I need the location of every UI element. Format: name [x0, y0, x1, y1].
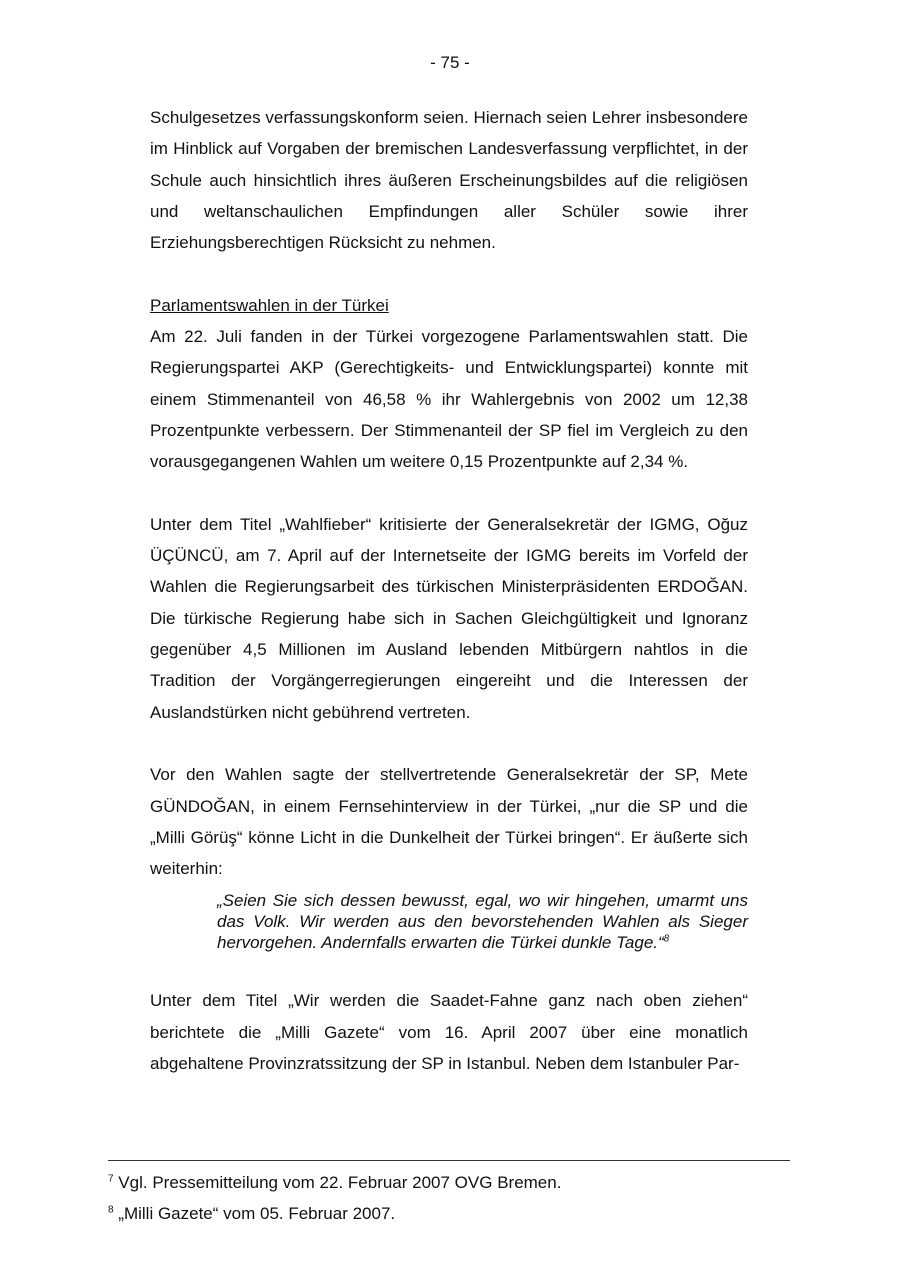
footnotes [108, 1167, 790, 1230]
block-quote [217, 890, 748, 953]
paragraph-saadet: Unter dem Titel „Wir werden die Saadet-Fahne ganz nach oben ziehen“ berichtete die „Milli Gazete“ vom 16. April 2007 über eine monatlich abgehaltene Provinzratssitzung der SP in Istanbul. Neben dem Istanbuler Par- [150, 991, 748, 1074]
footnote-text: „Milli Gazete“ vom 05. Februar 2007. [118, 1204, 396, 1224]
quote-text: „Seien Sie sich dessen bewusst, egal, wo wir hingehen, umarmt uns das Volk. Wir werden aus den bevorstehenden Wahlen als Sieger hervorgehen. Andernfalls erwarten die Türkei dunkle Tage.“ [217, 891, 748, 953]
paragraph-continuation: Schulgesetzes verfassungskonform seien. Hiernach seien Lehrer insbesondere im Hinblick auf Vorgaben der bremischen Landesverfassung verpflichtet, in der Schule auch hinsichtlich ihres äußeren Erscheinungsbildes auf die religiösen und weltanschaulichen Empfindungen aller Schüler sowie ihrer Erziehungsberechtigen Rücksicht zu nehmen. [150, 108, 748, 253]
footnote-text: Vgl. Pressemitteilung vom 22. Februar 2007 OVG Bremen. [118, 1173, 562, 1192]
paragraph-election-results: Am 22. Juli fanden in der Türkei vorgezogene Parlamentswahlen statt. Die Regierungspartei AKP (Gerechtigkeits- und Entwicklungspartei) konnte mit einem Stimmenanteil von 46,58 % ihr Wahlergebnis von 2002 um 12,38 Prozentpunkte verbessern. Der Stimmenanteil der SP fiel im Vergleich zu den vorausgegangenen Wahlen um weitere 0,15 Prozentpunkte auf 2,34 %. [150, 327, 748, 472]
section-heading: Parlamentswahlen in der Türkei [150, 295, 389, 315]
paragraph-gundogan: Vor den Wahlen sagte der stellvertretende Generalsekretär der SP, Mete GÜNDOĞAN, in einem Fernsehinterview in der Türkei, „nur die SP und die „Milli Görüş“ könne Licht in die Dunkelheit der Türkei bringen“. Er äußerte sich weiterhin: [150, 765, 748, 879]
footnote-7 [108, 1167, 790, 1198]
paragraph-wahlfieber: Unter dem Titel „Wahlfieber“ kritisierte der Generalsekretär der IGMG, Oğuz ÜÇÜNCÜ, am 7. April auf der Internetseite der IGMG bereits im Vorfeld der Wahlen die Regierungsarbeit des türkischen Ministerpräsidenten ERDOĞAN. Die türkische Regierung habe sich in Sachen Gleichgültigkeit und Ignoranz gegenüber 4,5 Millionen im Ausland lebenden Mitbürgern nahtlos in die Tradition der Vorgängerregierungen eingereiht und die Interessen der Auslandstürken nicht gebührend vertreten. [150, 514, 748, 722]
footnote-number: 7 [108, 1173, 114, 1185]
page-number: - 75 - [430, 53, 470, 72]
footnote-divider [108, 1160, 790, 1161]
footnote-8 [108, 1198, 790, 1229]
footnote-number: 8 [108, 1204, 114, 1216]
body-text [150, 102, 748, 1079]
footnote-ref-8: 8 [663, 933, 670, 945]
